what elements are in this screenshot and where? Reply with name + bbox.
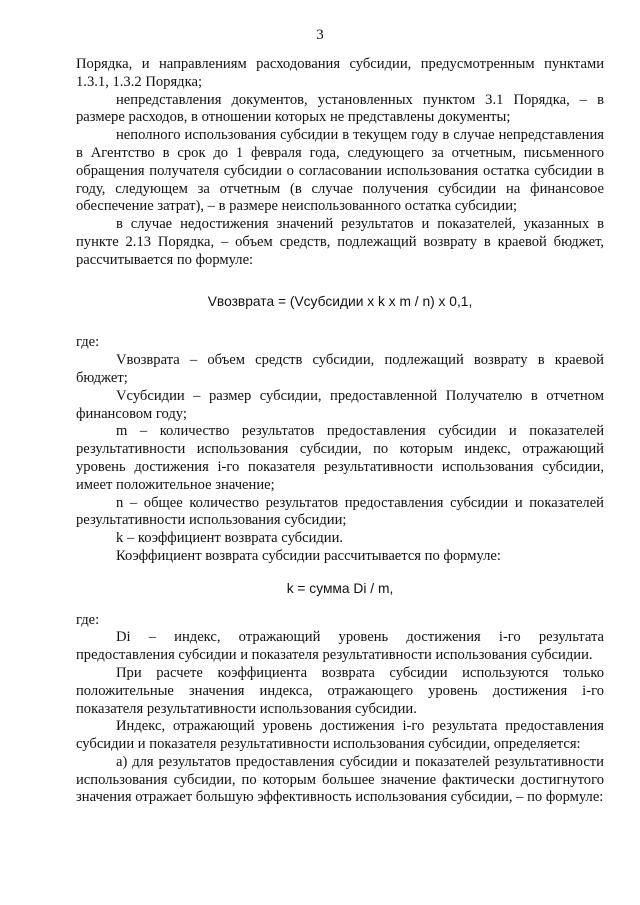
paragraph: в случае недостижения значений результатов и показателей, указанных в пункте 2.13 Порядка, – объем средств, подлежащий возврату в краевой бюджет, рассчитывается по формуле:	[76, 216, 604, 268]
where-label: где:	[76, 334, 100, 351]
definition: n – общее количество результатов предоставления субсидии и показателей результативности использования субсидии;	[76, 494, 604, 529]
paragraph: а) для результатов предоставления субсидии и показателей результативности использования субсидии, по которым большее значение фактически достигнутого значения отражает большую эффективность использования субсидии, – по формуле:	[76, 753, 604, 806]
formula-return-coefficient: k = сумма Di / m,	[286, 580, 394, 596]
definition: Vвозврата – объем средств субсидии, подлежащий возврату в краевой бюджет;	[76, 352, 604, 386]
definition: m – количество результатов предоставления субсидии и показателей результативности использования субсидии, по которым индекс, отражающий уровень достижения i-го показателя результативности использования субсидии, имеет положительное значение;	[76, 423, 604, 493]
paragraph: Порядка, и направлениям расходования субсидии, предусмотренным пунктами 1.3.1, 1.3.2 Порядка;	[76, 56, 604, 90]
formula-return-volume: Vвозврата = (Vсубсидии x k x m / n) x 0,1,	[207, 293, 473, 309]
paragraph: Индекс, отражающий уровень достижения i-го результата предоставления субсидии и показателя результативности использования субсидии, определяется:	[76, 718, 604, 753]
definition: Di – индекс, отражающий уровень достижения i-го результата предоставления субсидии и показателя результативности использования субсидии.	[76, 629, 604, 664]
definition: Vсубсидии – размер субсидии, предоставленной Получателю в отчетном финансовом году;	[76, 387, 604, 422]
paragraph: непредставления документов, установленных пунктом 3.1 Порядка, – в размере расходов, в отношении которых не представлены документы;	[76, 91, 604, 126]
paragraph: При расчете коэффициента возврата субсидии используются только положительные значения индекса, отражающего уровень достижения i-го показателя результативности использования субсидии.	[76, 664, 604, 717]
paragraph: неполного использования субсидии в текущем году в случае непредставления в Агентство в срок до 1 февраля года, следующего за отчетным, письменного обращения получателя субсидии о согласовании использования остатка субсидии в году, следующем за отчетным (в случае получения субсидии на финансовое обеспечение затрат), – в размере неиспользованного остатка субсидии;	[76, 127, 604, 215]
definition: k – коэффициент возврата субсидии.	[116, 530, 344, 547]
where-label: где:	[76, 611, 100, 628]
page-number: 3	[316, 27, 324, 43]
paragraph: Коэффициент возврата субсидии рассчитывается по формуле:	[116, 547, 501, 564]
document-body	[76, 56, 604, 807]
